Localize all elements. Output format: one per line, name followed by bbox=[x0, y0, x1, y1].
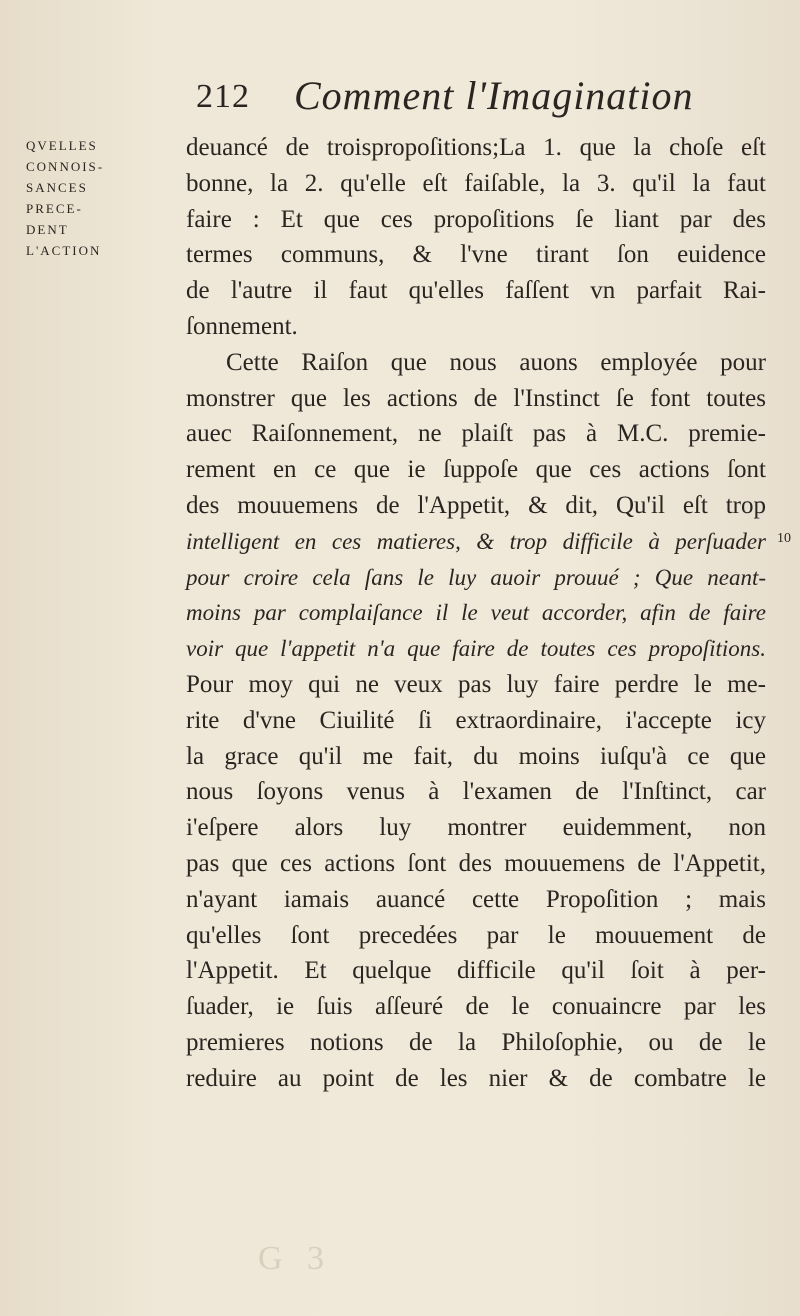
page-number: 212 bbox=[196, 78, 250, 115]
text-line: auec Raiſonnement, ne plaiſt pas à M.C. premie- bbox=[186, 420, 766, 448]
text-line: monstrer que les actions de l'Instinct ſe font toutes bbox=[186, 384, 766, 412]
text-line: i'eſpere alors luy montrer euidemment, non bbox=[186, 814, 766, 842]
text-line: rement en ce que ie ſuppoſe que ces actions ſont bbox=[186, 456, 766, 484]
text-line: pas que ces actions ſont des mouuemens de l'Appetit, bbox=[186, 849, 766, 877]
margin-note-line: DENT bbox=[26, 222, 69, 237]
running-title: Comment l'Imagination bbox=[294, 73, 694, 118]
text-line: reduire au point de les nier & de combatre le bbox=[186, 1064, 766, 1092]
text-line: de l'autre il faut qu'elles faſſent vn parfait Rai- bbox=[186, 277, 766, 305]
text-line: termes communs, & l'vne tirant ſon euidence bbox=[186, 241, 766, 269]
text-line: ſuader, ie ſuis aſſeuré de le conuaincre par les bbox=[186, 993, 766, 1021]
text-line: rite d'vne Ciuilité ſi extraordinaire, i'accepte icy bbox=[186, 706, 766, 734]
text-line: bonne, la 2. qu'elle eſt faiſable, la 3. qu'il la faut bbox=[186, 169, 766, 197]
text-line: faire : Et que ces propoſitions ſe liant par des bbox=[186, 205, 766, 233]
text-line: deuancé de troispropoſitions;La 1. que la choſe eſt bbox=[186, 134, 766, 161]
text-line: Pour moy qui ne veux pas luy faire perdre le me- bbox=[186, 670, 766, 698]
margin-note-line: PRECE- bbox=[26, 201, 83, 216]
margin-note bbox=[26, 135, 196, 261]
text-line: ſonnement. bbox=[186, 312, 298, 340]
margin-note-line: QVELLES bbox=[26, 138, 98, 153]
text-line: premieres notions de la Philoſophie, ou de le bbox=[186, 1028, 766, 1056]
text-line: voir que l'appetit n'a que faire de toutes ces propoſitions. bbox=[186, 636, 766, 662]
text-line: qu'elles ſont precedées par le mouuement de bbox=[186, 921, 766, 949]
text-line: des mouuemens de l'Appetit, & dit, Qu'il eſt trop bbox=[186, 491, 766, 519]
body-text bbox=[186, 130, 766, 1097]
page-header bbox=[196, 72, 756, 126]
text-line: Cette Raiſon que nous auons employée pour bbox=[226, 348, 766, 376]
text-line: n'ayant iamais auancé cette Propoſition ; mais bbox=[186, 885, 766, 913]
signature-mark: G 3 bbox=[258, 1240, 333, 1277]
margin-note-line: SANCES bbox=[26, 180, 88, 195]
text-line: pour croire cela ſans le luy auoir prouué ; Que neant- bbox=[186, 564, 766, 590]
text-line: la grace qu'il me fait, du moins iuſqu'à ce que bbox=[186, 742, 766, 770]
text-line: intelligent en ces matieres, & trop difficile à perſuader bbox=[186, 528, 766, 554]
margin-reference: 10 bbox=[777, 531, 791, 546]
margin-note-line: CONNOIS- bbox=[26, 159, 105, 174]
margin-note-line: L'ACTION bbox=[26, 243, 102, 258]
text-line: l'Appetit. Et quelque difficile qu'il ſoit à per- bbox=[186, 957, 766, 985]
text-line: nous ſoyons venus à l'examen de l'Inſtinct, car bbox=[186, 778, 766, 806]
text-line: moins par complaiſance il le veut accorder, afin de faire bbox=[186, 600, 766, 626]
